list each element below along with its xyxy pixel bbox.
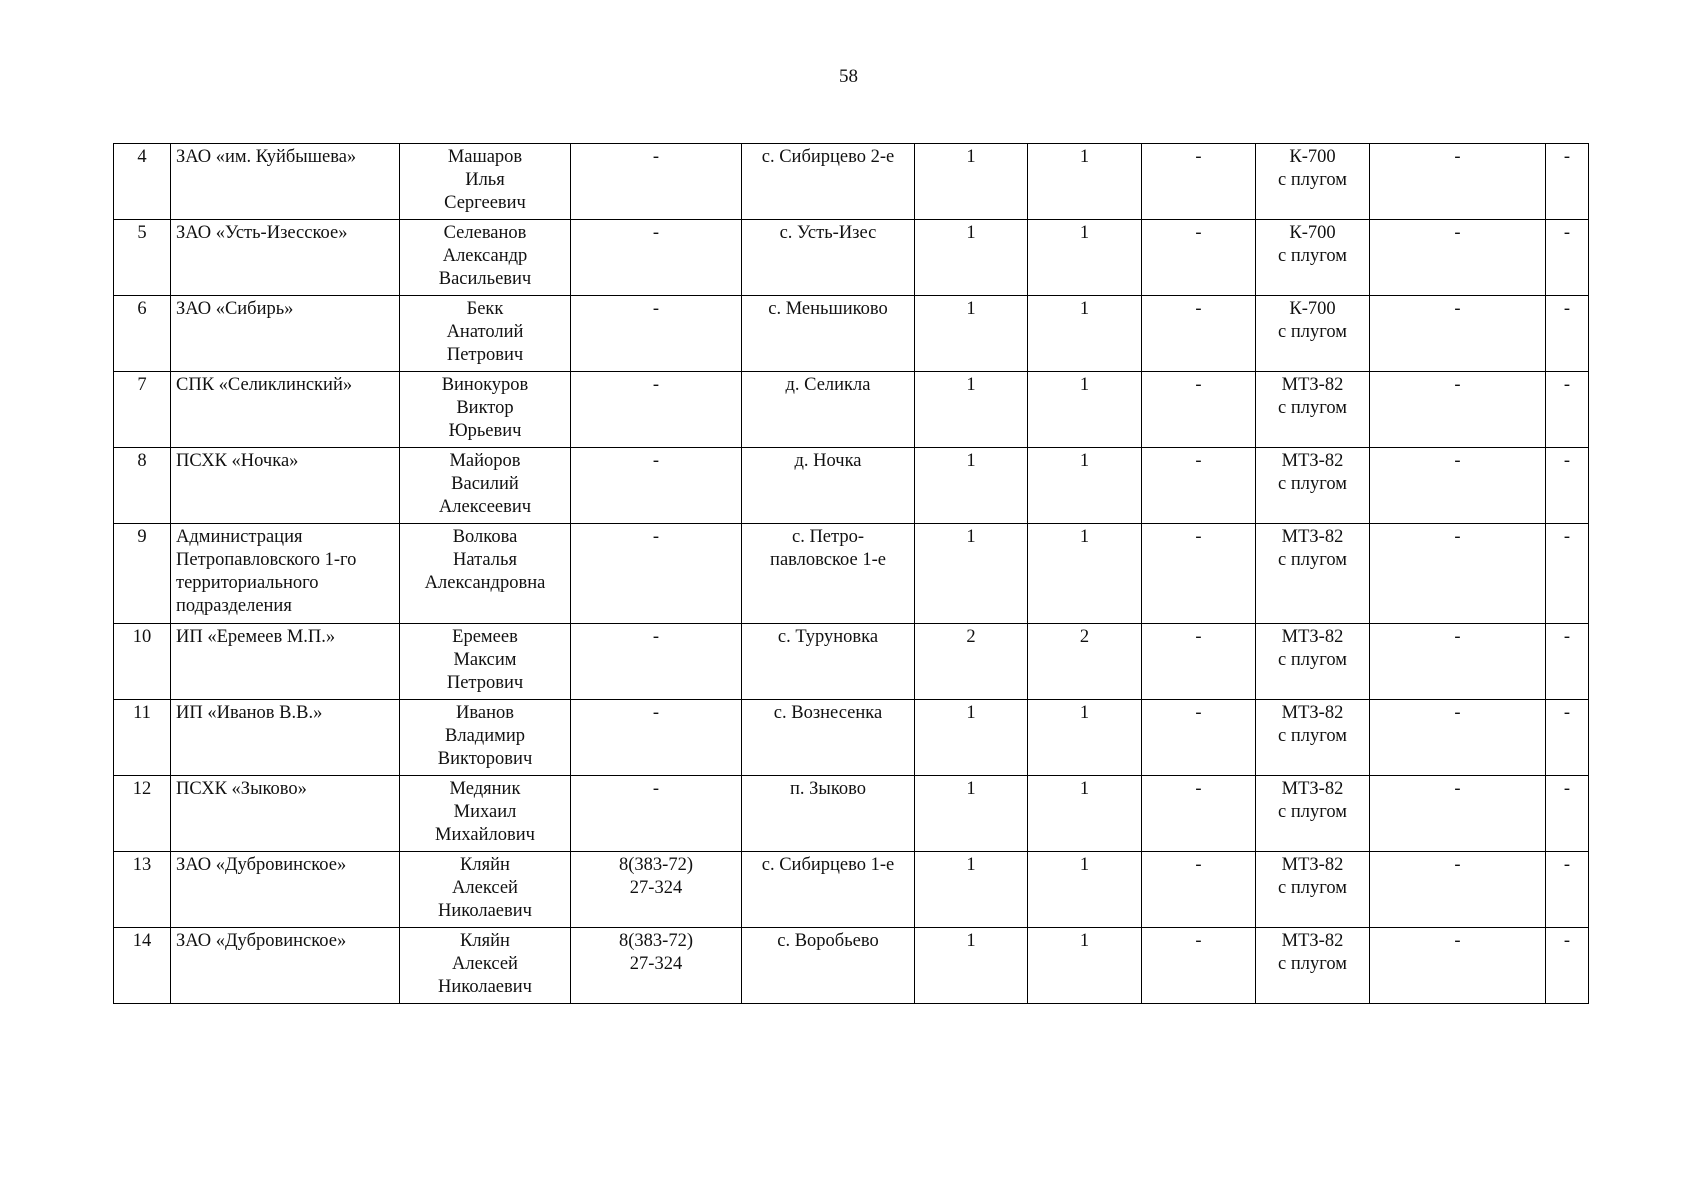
organization-line: ИП «Иванов В.В.» bbox=[176, 703, 323, 723]
head-name-cell bbox=[400, 852, 571, 928]
head-name-line: Алексей bbox=[452, 878, 518, 898]
organization-line: ЗАО «Сибирь» bbox=[176, 299, 294, 319]
count-cell-3: - bbox=[1142, 624, 1256, 700]
count-cell-3: - bbox=[1142, 928, 1256, 1004]
organization-cell bbox=[171, 144, 400, 220]
head-name-line: Васильевич bbox=[438, 269, 532, 289]
settlement-line: с. Петро- bbox=[791, 527, 864, 547]
equipment-cell bbox=[1256, 776, 1370, 852]
count-cell-4: - bbox=[1370, 776, 1546, 852]
count-cell-3: - bbox=[1142, 220, 1256, 296]
equipment-line: с плугом bbox=[1278, 802, 1347, 822]
count-cell-3: - bbox=[1142, 852, 1256, 928]
organization-cell bbox=[171, 220, 400, 296]
count-cell-1: 1 bbox=[915, 296, 1028, 372]
count-cell-1: 1 bbox=[915, 700, 1028, 776]
phone-cell bbox=[571, 144, 742, 220]
row-number-cell: 6 bbox=[114, 296, 171, 372]
row-number-cell: 5 bbox=[114, 220, 171, 296]
count-cell-2: 1 bbox=[1028, 776, 1142, 852]
head-name-line: Медяник bbox=[449, 779, 521, 799]
organization-cell bbox=[171, 372, 400, 448]
count-cell-3: - bbox=[1142, 144, 1256, 220]
head-name-line: Виктор bbox=[456, 398, 514, 418]
phone-line: 8(383-72) bbox=[619, 931, 693, 951]
settlement-line: с. Воробьево bbox=[777, 931, 879, 951]
organization-cell bbox=[171, 448, 400, 524]
organization-cell bbox=[171, 776, 400, 852]
phone-line: - bbox=[652, 147, 660, 167]
head-name-line: Еремеев bbox=[452, 627, 518, 647]
head-name-cell bbox=[400, 296, 571, 372]
head-name-cell bbox=[400, 448, 571, 524]
count-cell-1: 1 bbox=[915, 448, 1028, 524]
equipment-cell bbox=[1256, 144, 1370, 220]
head-name-line: Илья bbox=[465, 170, 505, 190]
count-cell-5: - bbox=[1546, 700, 1589, 776]
equipment-line: К-700 bbox=[1289, 223, 1336, 243]
count-cell-2: 1 bbox=[1028, 448, 1142, 524]
count-cell-1: 1 bbox=[915, 524, 1028, 624]
table-row bbox=[114, 524, 1589, 624]
count-cell-2: 1 bbox=[1028, 144, 1142, 220]
equipment-cell bbox=[1256, 296, 1370, 372]
equipment-line: МТЗ-82 bbox=[1281, 855, 1344, 875]
phone-cell bbox=[571, 624, 742, 700]
row-number-cell: 4 bbox=[114, 144, 171, 220]
organization-line: СПК «Селиклинский» bbox=[176, 375, 353, 395]
count-cell-5: - bbox=[1546, 220, 1589, 296]
count-cell-2: 1 bbox=[1028, 220, 1142, 296]
equipment-cell bbox=[1256, 624, 1370, 700]
count-cell-5: - bbox=[1546, 448, 1589, 524]
equipment-cell bbox=[1256, 448, 1370, 524]
head-name-line: Александр bbox=[442, 246, 528, 266]
head-name-line: Винокуров bbox=[441, 375, 529, 395]
settlement-cell bbox=[742, 928, 915, 1004]
organization-line: ИП «Еремеев М.П.» bbox=[176, 627, 336, 647]
table-row bbox=[114, 700, 1589, 776]
row-number-cell: 13 bbox=[114, 852, 171, 928]
phone-cell bbox=[571, 372, 742, 448]
count-cell-1: 1 bbox=[915, 852, 1028, 928]
settlement-cell bbox=[742, 144, 915, 220]
phone-line: - bbox=[652, 451, 660, 471]
head-name-line: Наталья bbox=[453, 550, 517, 570]
organization-line: ЗАО «им. Куйбышева» bbox=[176, 147, 357, 167]
phone-line: 27-324 bbox=[629, 954, 683, 974]
organization-line: ЗАО «Усть-Изесское» bbox=[176, 223, 348, 243]
equipment-line: К-700 bbox=[1289, 147, 1336, 167]
count-cell-5: - bbox=[1546, 624, 1589, 700]
equipment-line: МТЗ-82 bbox=[1281, 375, 1344, 395]
equipment-cell bbox=[1256, 220, 1370, 296]
head-name-cell bbox=[400, 928, 571, 1004]
count-cell-4: - bbox=[1370, 144, 1546, 220]
table-row bbox=[114, 296, 1589, 372]
row-number-cell: 14 bbox=[114, 928, 171, 1004]
count-cell-2: 2 bbox=[1028, 624, 1142, 700]
head-name-line: Николаевич bbox=[438, 977, 532, 997]
settlement-line: д. Ночка bbox=[794, 451, 862, 471]
phone-cell bbox=[571, 220, 742, 296]
count-cell-4: - bbox=[1370, 220, 1546, 296]
head-name-line: Волкова bbox=[452, 527, 518, 547]
equipment-line: МТЗ-82 bbox=[1281, 703, 1344, 723]
table-row bbox=[114, 220, 1589, 296]
page-number: 58 bbox=[839, 66, 858, 87]
settlement-cell bbox=[742, 624, 915, 700]
settlement-line: с. Сибирцево 1-е bbox=[761, 855, 895, 875]
count-cell-5: - bbox=[1546, 524, 1589, 624]
organization-line: ПСХК «Зыково» bbox=[176, 779, 307, 799]
table-row bbox=[114, 448, 1589, 524]
settlement-cell bbox=[742, 372, 915, 448]
count-cell-4: - bbox=[1370, 700, 1546, 776]
head-name-line: Кляйн bbox=[460, 855, 510, 875]
head-name-cell bbox=[400, 776, 571, 852]
organization-cell bbox=[171, 624, 400, 700]
row-number-cell: 7 bbox=[114, 372, 171, 448]
row-number-cell: 8 bbox=[114, 448, 171, 524]
head-name-line: Владимир bbox=[445, 726, 525, 746]
count-cell-4: - bbox=[1370, 372, 1546, 448]
row-number-cell: 10 bbox=[114, 624, 171, 700]
organization-cell bbox=[171, 852, 400, 928]
head-name-line: Селеванов bbox=[443, 223, 527, 243]
head-name-line: Алексеевич bbox=[438, 497, 532, 517]
head-name-line: Петрович bbox=[446, 345, 524, 365]
organization-line: ЗАО «Дубровинское» bbox=[176, 931, 347, 951]
count-cell-2: 1 bbox=[1028, 372, 1142, 448]
count-cell-3: - bbox=[1142, 296, 1256, 372]
table-row bbox=[114, 144, 1589, 220]
count-cell-3: - bbox=[1142, 524, 1256, 624]
settlement-line: с. Сибирцево 2-е bbox=[761, 147, 895, 167]
head-name-line: Викторович bbox=[437, 749, 533, 769]
count-cell-3: - bbox=[1142, 776, 1256, 852]
equipment-line: с плугом bbox=[1278, 650, 1347, 670]
table-row bbox=[114, 776, 1589, 852]
count-cell-3: - bbox=[1142, 700, 1256, 776]
settlement-line: павловское 1-е bbox=[770, 550, 886, 570]
equipment-cell bbox=[1256, 928, 1370, 1004]
head-name-line: Василий bbox=[451, 474, 519, 494]
count-cell-5: - bbox=[1546, 852, 1589, 928]
phone-line: - bbox=[652, 223, 660, 243]
head-name-cell bbox=[400, 624, 571, 700]
organization-cell bbox=[171, 296, 400, 372]
equipment-cell bbox=[1256, 852, 1370, 928]
phone-cell bbox=[571, 852, 742, 928]
head-name-cell bbox=[400, 700, 571, 776]
equipment-line: с плугом bbox=[1278, 170, 1347, 190]
phone-cell bbox=[571, 296, 742, 372]
head-name-line: Михайлович bbox=[435, 825, 535, 845]
equipment-line: МТЗ-82 bbox=[1281, 451, 1344, 471]
count-cell-3: - bbox=[1142, 372, 1256, 448]
head-name-line: Михаил bbox=[453, 802, 517, 822]
equipment-line: с плугом bbox=[1278, 398, 1347, 418]
equipment-line: с плугом bbox=[1278, 954, 1347, 974]
phone-line: - bbox=[652, 703, 660, 723]
phone-line: - bbox=[652, 527, 660, 547]
settlement-cell bbox=[742, 776, 915, 852]
head-name-cell bbox=[400, 220, 571, 296]
count-cell-1: 1 bbox=[915, 144, 1028, 220]
count-cell-5: - bbox=[1546, 144, 1589, 220]
organization-line: ЗАО «Дубровинское» bbox=[176, 855, 347, 875]
count-cell-2: 1 bbox=[1028, 928, 1142, 1004]
phone-cell bbox=[571, 700, 742, 776]
equipment-cell bbox=[1256, 700, 1370, 776]
organization-line: Петропавловского 1-го bbox=[176, 550, 357, 570]
table-row bbox=[114, 928, 1589, 1004]
organization-line: подразделения bbox=[176, 596, 292, 616]
equipment-table bbox=[113, 143, 1589, 1004]
count-cell-2: 1 bbox=[1028, 852, 1142, 928]
settlement-cell bbox=[742, 700, 915, 776]
count-cell-5: - bbox=[1546, 776, 1589, 852]
count-cell-2: 1 bbox=[1028, 296, 1142, 372]
equipment-line: МТЗ-82 bbox=[1281, 527, 1344, 547]
phone-line: - bbox=[652, 375, 660, 395]
equipment-line: МТЗ-82 bbox=[1281, 779, 1344, 799]
head-name-line: Николаевич bbox=[438, 901, 532, 921]
settlement-cell bbox=[742, 524, 915, 624]
organization-cell bbox=[171, 700, 400, 776]
settlement-line: с. Меньшиково bbox=[768, 299, 888, 319]
phone-cell bbox=[571, 928, 742, 1004]
table-body bbox=[114, 144, 1589, 1004]
equipment-line: МТЗ-82 bbox=[1281, 931, 1344, 951]
count-cell-1: 2 bbox=[915, 624, 1028, 700]
phone-line: - bbox=[652, 299, 660, 319]
head-name-line: Петрович bbox=[446, 673, 524, 693]
count-cell-4: - bbox=[1370, 852, 1546, 928]
phone-line: - bbox=[652, 627, 660, 647]
settlement-cell bbox=[742, 220, 915, 296]
equipment-line: с плугом bbox=[1278, 474, 1347, 494]
head-name-cell bbox=[400, 144, 571, 220]
equipment-line: К-700 bbox=[1289, 299, 1336, 319]
phone-line: - bbox=[652, 779, 660, 799]
phone-cell bbox=[571, 776, 742, 852]
count-cell-5: - bbox=[1546, 928, 1589, 1004]
settlement-line: д. Селикла bbox=[785, 375, 871, 395]
table-row bbox=[114, 852, 1589, 928]
row-number-cell: 9 bbox=[114, 524, 171, 624]
settlement-line: с. Вознесенка bbox=[773, 703, 883, 723]
head-name-line: Сергеевич bbox=[444, 193, 526, 213]
head-name-cell bbox=[400, 524, 571, 624]
row-number-cell: 11 bbox=[114, 700, 171, 776]
organization-line: территориального bbox=[176, 573, 319, 593]
equipment-line: МТЗ-82 bbox=[1281, 627, 1344, 647]
organization-line: ПСХК «Ночка» bbox=[176, 451, 299, 471]
equipment-line: с плугом bbox=[1278, 246, 1347, 266]
head-name-line: Бекк bbox=[466, 299, 504, 319]
settlement-cell bbox=[742, 448, 915, 524]
phone-line: 8(383-72) bbox=[619, 855, 693, 875]
table-row bbox=[114, 624, 1589, 700]
count-cell-1: 1 bbox=[915, 776, 1028, 852]
equipment-cell bbox=[1256, 372, 1370, 448]
head-name-line: Иванов bbox=[456, 703, 514, 723]
table-row bbox=[114, 372, 1589, 448]
count-cell-4: - bbox=[1370, 524, 1546, 624]
count-cell-4: - bbox=[1370, 624, 1546, 700]
count-cell-1: 1 bbox=[915, 220, 1028, 296]
head-name-cell bbox=[400, 372, 571, 448]
count-cell-3: - bbox=[1142, 448, 1256, 524]
settlement-cell bbox=[742, 852, 915, 928]
settlement-cell bbox=[742, 296, 915, 372]
count-cell-4: - bbox=[1370, 296, 1546, 372]
head-name-line: Майоров bbox=[449, 451, 521, 471]
equipment-line: с плугом bbox=[1278, 726, 1347, 746]
row-number-cell: 12 bbox=[114, 776, 171, 852]
head-name-line: Юрьевич bbox=[448, 421, 522, 441]
organization-cell bbox=[171, 524, 400, 624]
count-cell-5: - bbox=[1546, 372, 1589, 448]
count-cell-2: 1 bbox=[1028, 700, 1142, 776]
equipment-line: с плугом bbox=[1278, 550, 1347, 570]
count-cell-4: - bbox=[1370, 448, 1546, 524]
count-cell-5: - bbox=[1546, 296, 1589, 372]
phone-line: 27-324 bbox=[629, 878, 683, 898]
count-cell-1: 1 bbox=[915, 372, 1028, 448]
head-name-line: Александровна bbox=[424, 573, 546, 593]
settlement-line: с. Усть-Изес bbox=[779, 223, 877, 243]
phone-cell bbox=[571, 524, 742, 624]
count-cell-2: 1 bbox=[1028, 524, 1142, 624]
phone-cell bbox=[571, 448, 742, 524]
head-name-line: Машаров bbox=[447, 147, 523, 167]
head-name-line: Максим bbox=[453, 650, 517, 670]
head-name-line: Кляйн bbox=[460, 931, 510, 951]
equipment-line: с плугом bbox=[1278, 322, 1347, 342]
head-name-line: Анатолий bbox=[446, 322, 524, 342]
organization-line: Администрация bbox=[176, 527, 303, 547]
settlement-line: с. Туруновка bbox=[777, 627, 879, 647]
count-cell-4: - bbox=[1370, 928, 1546, 1004]
count-cell-1: 1 bbox=[915, 928, 1028, 1004]
equipment-line: с плугом bbox=[1278, 878, 1347, 898]
settlement-line: п. Зыково bbox=[789, 779, 866, 799]
equipment-cell bbox=[1256, 524, 1370, 624]
organization-cell bbox=[171, 928, 400, 1004]
head-name-line: Алексей bbox=[452, 954, 518, 974]
